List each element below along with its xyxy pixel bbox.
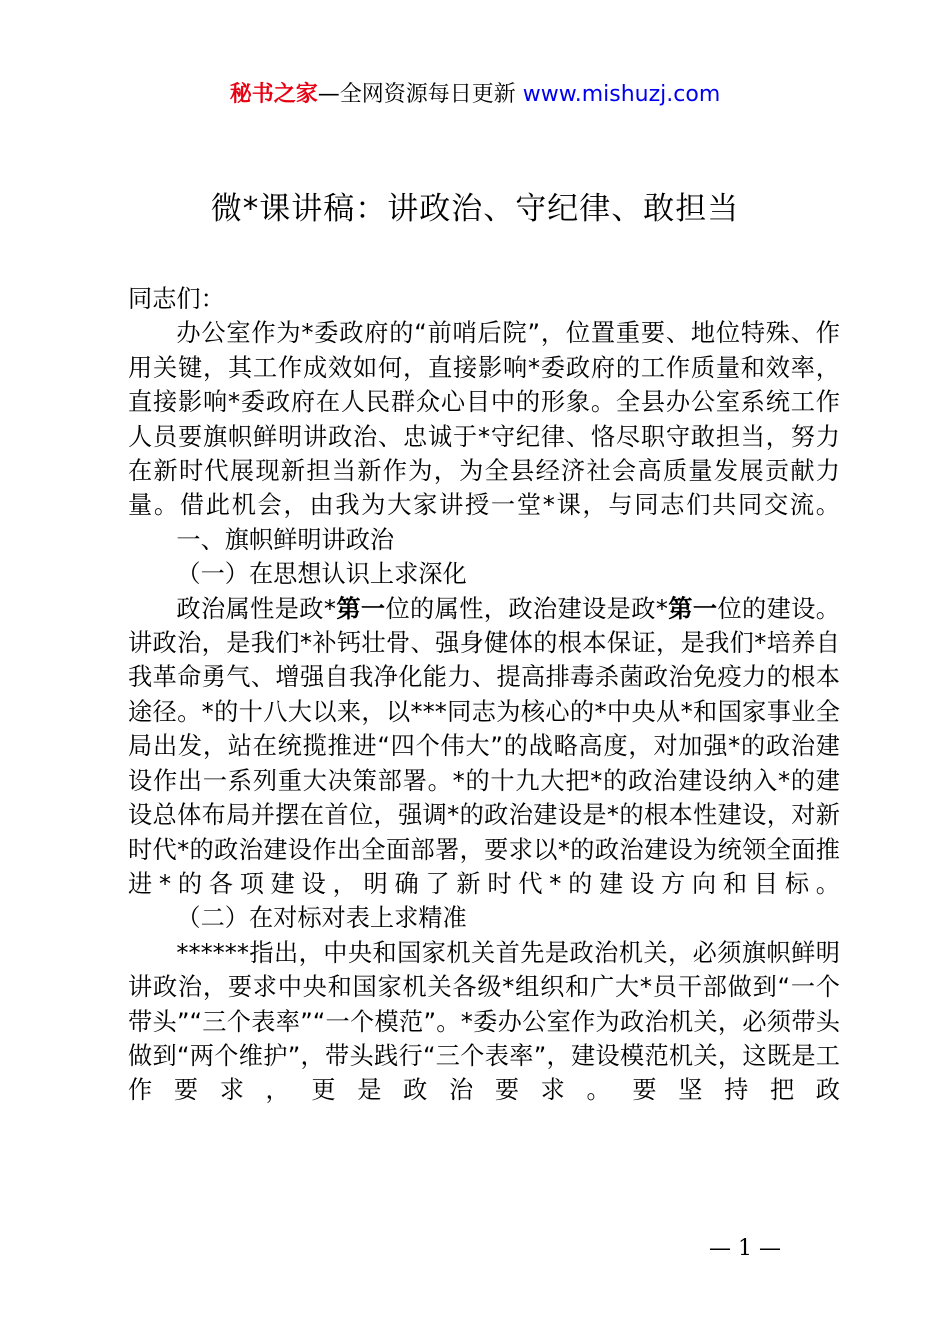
intro-paragraph: 办公室作为*委政府的“前哨后院”，位置重要、地位特殊、作用关键，其工作成效如何，直接影响*委政府的工作质量和效率，直接影响*委政府在人民群众心目中的形象。全县办公室系统工作人员要旗帜鲜明讲政治、忠诚于*守纪律、恪尽职守敢担当，努力在新时代展现新担当新作为，为全县经济社会高质量发展贡献力量。借此机会，由我为大家讲授一堂*课，与同志们共同交流。: [128, 319, 840, 520]
site-tagline: —全网资源每日更新: [317, 82, 516, 107]
subsection-heading-2: （二）在对标对表上求精准: [176, 904, 467, 933]
site-header: [0, 80, 950, 110]
document-body: [128, 282, 840, 1108]
document-title: 微*课讲稿：讲政治、守纪律、敢担当: [210, 191, 740, 227]
bold-text: 第一: [335, 594, 386, 623]
section-heading-1: 一、旗帜鲜明讲政治: [176, 525, 395, 554]
text-span: 位的建设。讲政治，是我们*补钙壮骨、强身健体的根本保证，是我们*培养自我革命勇气、增强自我净化能力、提高排毒杀菌政治免疫力的根本途径。*的十八大以来，以***同志为核心的*中央从*和国家事业全局出发，站在统揽推进“四个伟大”的战略高度，对加强*的政治建设作出一系列重大决策部署。*的十九大把*的政治建设纳入*的建设总体布局并摆在首位，强调*的政治建设是*的根本性建设，对新时代*的政治建设作出全面部署，要求以*的政治建设为统领全面推进*的各项建设，明确了新时代*的建设方向和目标。: [128, 594, 840, 898]
paragraph-political-attribute: [128, 592, 840, 902]
page-number: — 1 —: [709, 1236, 781, 1261]
text-span: 位的属性，政治建设是政*: [385, 594, 668, 623]
bold-text: 第一: [667, 594, 718, 623]
paragraph-benchmarking: ******指出，中央和国家机关首先是政治机关，必须旗帜鲜明讲政治，要求中央和国家机关各级*组织和广大*员干部做到“一个带头”“三个表率”“一个模范”。*委办公室作为政治机关，必须带头做到“两个维护”，带头践行“三个表率”，建设模范机关，这既是工作要求，更是政治要求。要坚持把政: [128, 938, 840, 1105]
salutation: 同志们：: [128, 285, 225, 313]
subsection-heading-1: （一）在思想认识上求深化: [176, 560, 467, 589]
site-url-link[interactable]: www.mishuzj.com: [522, 82, 721, 107]
text-span: 政治属性是政*: [176, 594, 336, 623]
site-brand: 秘书之家: [229, 82, 318, 107]
